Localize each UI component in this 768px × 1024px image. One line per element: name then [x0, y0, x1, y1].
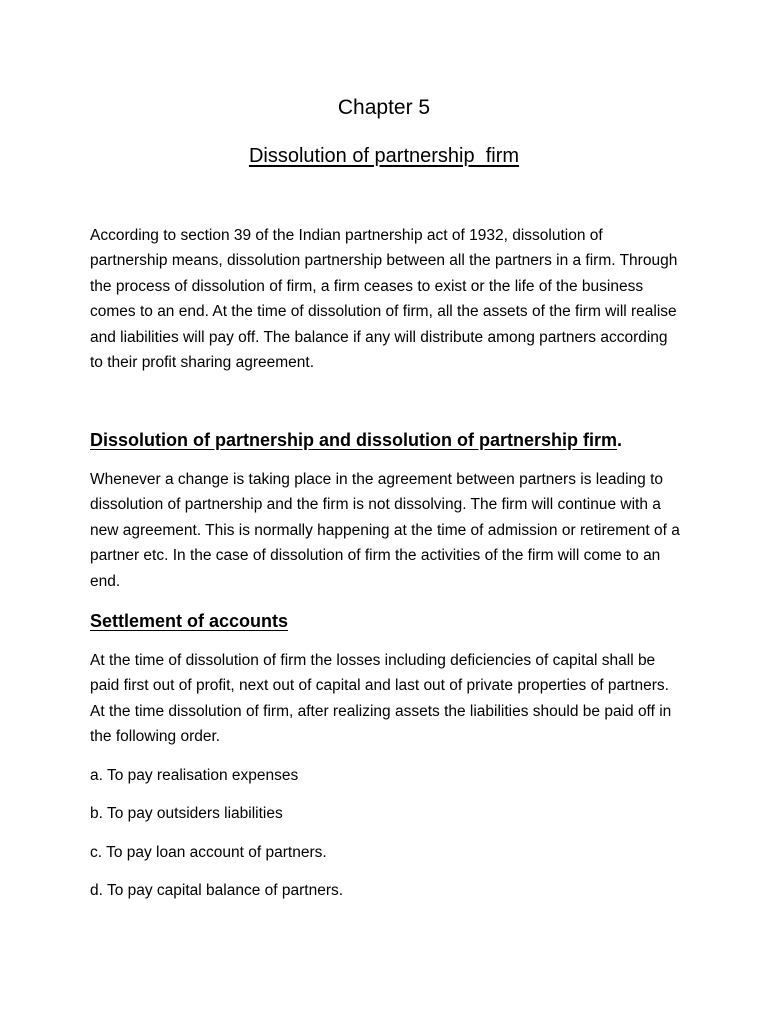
list-item: a. To pay realisation expenses [90, 767, 299, 784]
document-title [0, 142, 768, 170]
list-item: c. To pay loan account of partners. [90, 844, 327, 861]
document-title-text: Dissolution of partnership firm [248, 145, 520, 167]
list-item: b. To pay outsiders liabilities [90, 805, 283, 822]
section-heading-dissolution-text: Dissolution of partnership and dissolution of partnership firm [90, 430, 618, 450]
section-heading-dissolution [90, 427, 690, 453]
list-item: d. To pay capital balance of partners. [90, 882, 344, 899]
section-heading-settlement-text: Settlement of accounts [90, 611, 289, 631]
section-heading-dissolution-suffix: . [617, 430, 623, 450]
intro-paragraph: According to section 39 of the Indian partnership act of 1932, dissolution of partnership means, dissolution partnership between all the partners in a firm. Through the process of dissolution of firm, a firm ceases to exist or the life of the business comes to an end. At the time of dissolution of firm, all the assets of the firm will realise and liabilities will pay off. The balance if any will distribute among partners according to their profit sharing agreement. [90, 227, 678, 372]
section-settlement-body: At the time of dissolution of firm the losses including deficiencies of capital shall be paid first out of profit, next out of capital and last out of private properties of partners. At the time dissolution of firm, after realizing assets the liabilities should be paid off in the following order. [90, 652, 672, 746]
section-heading-settlement [90, 608, 690, 634]
section-dissolution-body: Whenever a change is taking place in the agreement between partners is leading to dissolution of partnership and the firm is not dissolving. The firm will continue with a new agreement. This is normally happening at the time of admission or retirement of a partner etc. In the case of dissolution of firm the activities of the firm will come to an end. [90, 471, 680, 590]
chapter-label: Chapter 5 [337, 96, 431, 119]
